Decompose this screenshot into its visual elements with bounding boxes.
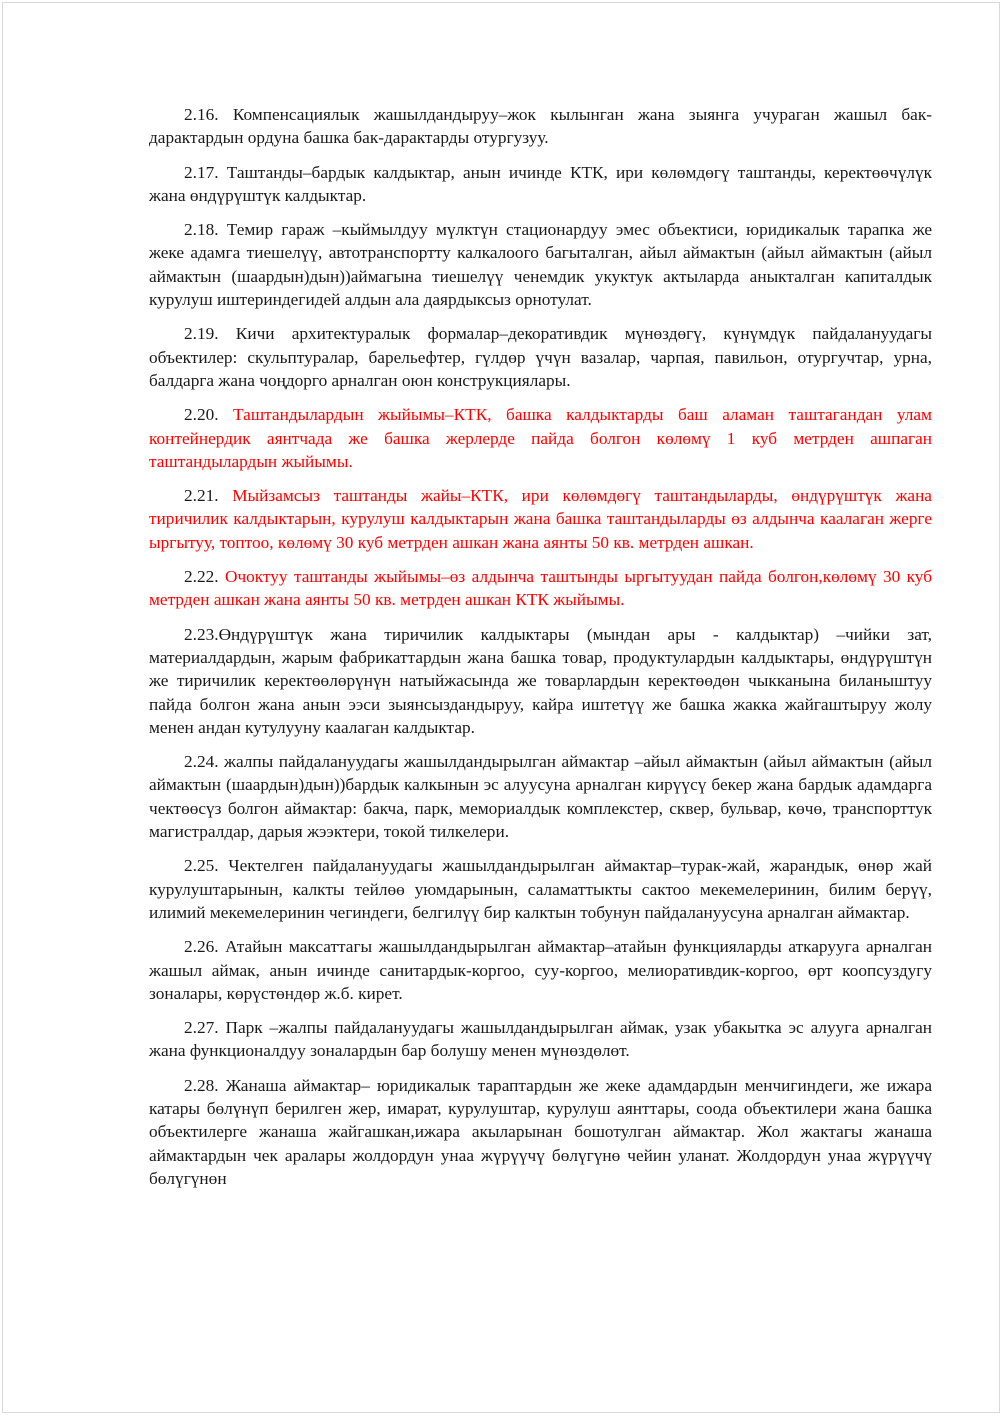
paragraph-2-16	[149, 103, 932, 150]
clause-number: 2.24.	[184, 752, 219, 772]
clause-text: Темир гараж –кыймылдуу мүлктүн стационардуу эмес объектиси, юридикалык тарапка же жеке адамга тиешелүү, автотранспортту калкалоого багыталган, айыл аймактын (айыл аймактын (айыл аймактын (шаардын)дын))аймагына тиешелүү ченемдик укуктук актыларда аныкталган капиталдык курулуш иштериндегидей алдын ала даярдыксыз орнотулат.	[149, 220, 932, 310]
clause-text: Өндүрүштүк жана тиричилик калдыктары (мындан ары - калдыктар) –чийки зат, материалдардын, жарым фабрикаттардын жана башка товар, продуктулардын калдыктары, өндүрүштүн же тиричилик керектөөлөрүнүн натыйжасында же товарлардын керектөөдөн чыкканына биланыштуу пайда болгон жана анын ээси зыянсыздандыруу, кайра иштетүү же башка жакка жайгаштыруу жолу менен андан кутулууну каалаган калдыктар.	[149, 624, 932, 737]
paragraph-2-20	[149, 403, 932, 473]
clause-text-highlighted: Очоктуу таштанды жыйымы–өз алдынча таштынды ыргытуудан пайда болгон,көлөмү 30 куб метрден ашкан жана аянты 50 кв. метрден ашкан КТК жыйымы.	[149, 567, 933, 610]
clause-text: Атайын максаттагы жашылдандырылган аймактар–атайын функцияларды аткарууга арналган жашыл аймак, анын ичинде санитардык-коргоо, суу-коргоо, мелиоративдик-коргоо, өрт коопсуздугу зоналары, көрүстөндөр ж.б. кирет.	[149, 937, 932, 1003]
clause-number: 2.16.	[184, 105, 219, 124]
clause-number: 2.26.	[184, 937, 219, 957]
paragraph-2-17	[149, 161, 932, 208]
paragraph-2-19	[149, 322, 932, 392]
clause-number: 2.19.	[184, 324, 219, 344]
paragraph-2-24	[149, 750, 932, 843]
paragraph-2-21	[149, 484, 932, 554]
paragraph-2-26	[149, 935, 932, 1005]
clause-number: 2.21.	[184, 486, 219, 506]
clause-text: Компенсациялык жашылдандыруу–жок кылынган жана зыянга учураган жашыл бак-дарактардын ордуна башка бак-дарактарды отургузуу.	[149, 105, 932, 148]
paragraph-2-25	[149, 854, 932, 924]
clause-number: 2.22.	[184, 567, 219, 587]
clause-text: Чектелген пайдалануудагы жашылдандырылган аймактар–турак-жай, жарандык, өнөр жай курулуштарынын, калкты тейлөө уюмдарынын, саламаттыкты сактоо мекемелеринин, билим берүү, илимий мекемелеринин чегиндеги, белгилүү бир калктын тобунун пайдалануусуна арналган аймактар.	[149, 856, 933, 922]
clause-text-highlighted: Таштандылардын жыйымы–КТК, башка калдыктарды баш аламан таштагандан улам контейнердик аянтчада же башка жерлерде пайда болгон көлөмү 1 куб метрден ашпаган таштандылардын жыйымы.	[149, 405, 932, 471]
clause-number: 2.23.	[184, 624, 219, 644]
clause-number: 2.28.	[184, 1075, 219, 1095]
clause-text: жалпы пайдалануудагы жашылдандырылган аймактар –айыл аймактын (айыл аймактын (айыл аймактын (шаардын)дын))бардык калкынын эс алуусуна арналган кирүүсү бекер жана бардык адамдарга чектөөсүз болгон аймактар: бакча, парк, мемориалдык комплекстер, сквер, бульвар, көчө, транспорттук магистралдар, дарыя жээктери, токой тилкелери.	[149, 752, 932, 842]
clause-number: 2.25.	[184, 856, 219, 876]
clause-number: 2.20.	[184, 405, 219, 425]
clause-text: Кичи архитектуралык формалар–декоративдик мүнөздөгү, күнүмдүк пайдалануудагы объектилер: скульптуралар, барельефтер, гүлдөр үчүн вазалар, чарпая, павильон, отургучтар, урна, балдарга жана чоңдорго арналган оюн конструкциялары.	[149, 324, 932, 390]
paragraph-2-18	[149, 218, 932, 311]
paragraph-2-28	[149, 1074, 932, 1190]
paragraph-2-27	[149, 1016, 932, 1063]
document-page	[2, 2, 1000, 1413]
clause-text: Таштанды–бардык калдыктар, анын ичинде КТК, ири көлөмдөгү таштанды, керектөөчүлүк жана өндүрүштүк калдыктар.	[149, 162, 932, 205]
clause-text: Парк –жалпы пайдалануудагы жашылдандырылган аймак, узак убакытка эс алууга арналган жана функционалдуу зоналардын бар болушу менен мүнөздөлөт.	[149, 1018, 932, 1061]
clause-text: Жанаша аймактар– юридикалык тараптардын же жеке адамдардын менчигиндеги, же ижара катары бөлүнүп берилген жер, имарат, курулуштар, курулуш аянттары, соода объектилери жана башка объектилерге жанаша жайгашкан,ижара акыларынан бошотулган аймактар. Жол жактагы жанаша аймактардын чек аралары жолдордун унаа жүрүүчү бөлүгүнө чейин уланат. Жолдордун унаа жүрүүчү бөлүгүнөн	[149, 1075, 932, 1188]
clause-number: 2.27.	[184, 1018, 219, 1038]
clause-number: 2.18.	[184, 220, 219, 240]
paragraph-2-23	[149, 623, 932, 739]
clause-text-highlighted: Мыйзамсыз таштанды жайы–КТК, ири көлөмдөгү таштандыларды, өндүрүштүк жана тиричилик калдыктарын, курулуш калдыктарын жана башка таштандыларды өз алдынча каалаган жерге ыргытуу, топтоо, көлөмү 30 куб метрден ашкан жана аянты 50 кв. метрден ашкан.	[149, 486, 932, 552]
clause-number: 2.17.	[184, 162, 219, 182]
document-body	[149, 103, 932, 1201]
paragraph-2-22	[149, 565, 932, 612]
